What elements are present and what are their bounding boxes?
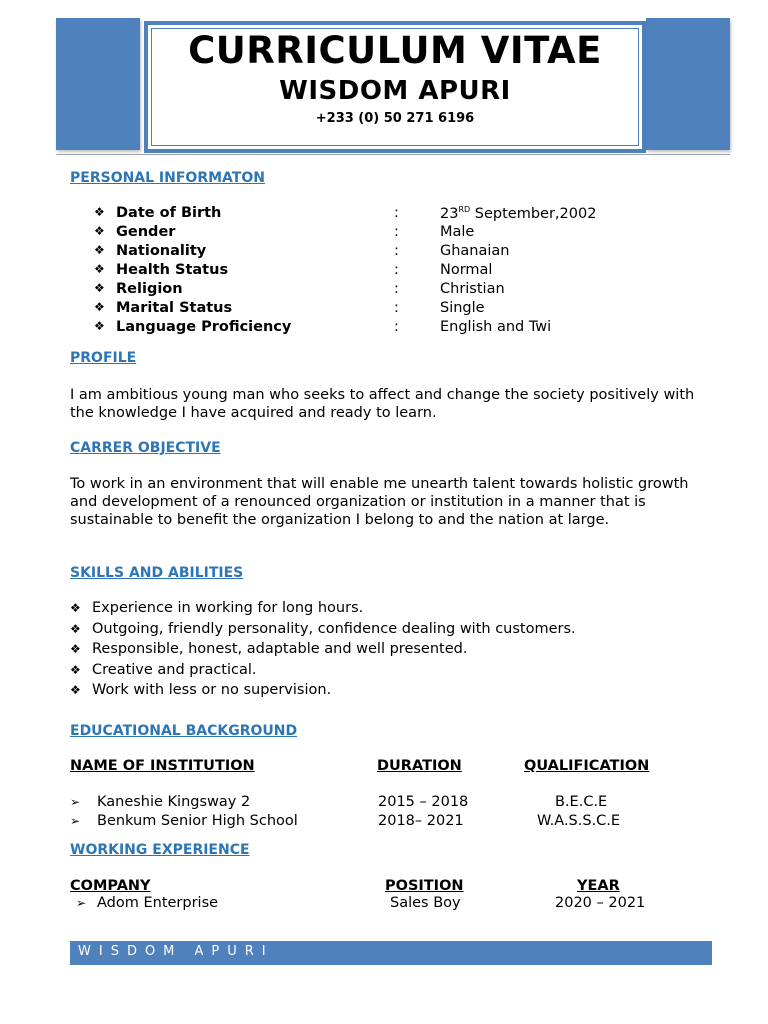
skill-item: ❖ Outgoing, friendly personality, confidence dealing with customers. (70, 621, 576, 637)
work-position: Sales Boy (390, 895, 461, 911)
candidate-name: WISDOM APURI (279, 76, 511, 106)
section-heading-skills: SKILLS AND ABILITIES (70, 565, 244, 581)
personal-label: Date of Birth (116, 205, 222, 221)
header-title-box (144, 21, 646, 153)
education-institution: Kaneshie Kingsway 2 (97, 794, 251, 810)
diamond-bullet-icon: ❖ (94, 243, 105, 257)
diamond-bullet-icon: ❖ (94, 262, 105, 276)
header-banner (56, 18, 730, 154)
diamond-bullet-icon: ❖ (94, 319, 105, 333)
arrow-bullet-icon: ➢ (70, 814, 81, 828)
work-company: Adom Enterprise (97, 895, 219, 911)
separator: : (394, 300, 399, 316)
diamond-bullet-icon: ❖ (70, 663, 81, 677)
footer-bar (70, 941, 712, 965)
education-duration: 2015 – 2018 (378, 794, 469, 810)
personal-label: Marital Status (116, 300, 233, 316)
separator: : (394, 262, 399, 278)
separator: : (394, 224, 399, 240)
header-right-block (646, 18, 730, 150)
personal-value: Christian (440, 281, 505, 297)
footer-name: WISDOM APURI (78, 944, 274, 959)
profile-text: I am ambitious young man who seeks to affect and change the society positively with the knowledge I have acquired and ready to learn. (70, 387, 695, 421)
diamond-bullet-icon: ❖ (94, 281, 105, 295)
education-institution: Benkum Senior High School (97, 813, 298, 829)
personal-label: Nationality (116, 243, 207, 259)
header-divider (56, 154, 730, 155)
arrow-bullet-icon: ➢ (76, 896, 87, 910)
column-header-company: COMPANY (70, 878, 151, 894)
column-header-position: POSITION (385, 878, 464, 894)
skill-item: ❖ Work with less or no supervision. (70, 682, 332, 698)
diamond-bullet-icon: ❖ (70, 683, 81, 697)
personal-value: English and Twi (440, 319, 552, 335)
diamond-bullet-icon: ❖ (94, 205, 105, 219)
column-header-qualification: QUALIFICATION (524, 758, 650, 774)
personal-label: Religion (116, 281, 183, 297)
separator: : (394, 281, 399, 297)
header-left-block (56, 18, 140, 150)
work-year: 2020 – 2021 (555, 895, 646, 911)
arrow-bullet-icon: ➢ (70, 795, 81, 809)
skill-item: ❖ Creative and practical. (70, 662, 257, 678)
skill-item: ❖ Experience in working for long hours. (70, 600, 364, 616)
section-heading-personal: PERSONAL INFORMATON (70, 170, 265, 186)
diamond-bullet-icon: ❖ (70, 642, 81, 656)
column-header-institution: NAME OF INSTITUTION (70, 758, 255, 774)
section-heading-profile: PROFILE (70, 350, 137, 366)
separator: : (394, 205, 399, 221)
column-header-duration: DURATION (377, 758, 462, 774)
personal-value: Ghanaian (440, 243, 510, 259)
education-qualification: B.E.C.E (555, 794, 608, 810)
personal-label: Language Proficiency (116, 319, 292, 335)
education-qualification: W.A.S.S.C.E (537, 813, 621, 829)
section-heading-education: EDUCATIONAL BACKGROUND (70, 723, 298, 739)
diamond-bullet-icon: ❖ (94, 300, 105, 314)
section-heading-work: WORKING EXPERIENCE (70, 842, 250, 858)
personal-label: Gender (116, 224, 176, 240)
skill-item: ❖ Responsible, honest, adaptable and well presented. (70, 641, 468, 657)
education-duration: 2018– 2021 (378, 813, 464, 829)
section-heading-objective: CARRER OBJECTIVE (70, 440, 221, 456)
separator: : (394, 243, 399, 259)
personal-label: Health Status (116, 262, 229, 278)
diamond-bullet-icon: ❖ (70, 601, 81, 615)
personal-value: 23RD September,2002 (440, 205, 597, 222)
personal-value: Single (440, 300, 485, 316)
diamond-bullet-icon: ❖ (70, 622, 81, 636)
column-header-year: YEAR (577, 878, 620, 894)
separator: : (394, 319, 399, 335)
objective-text: To work in an environment that will enable me unearth talent towards holistic growth and development of a renounced organization or institution in a manner that is sustainable to benefit the organization I belong to and the nation at large. (70, 476, 689, 528)
personal-value: Normal (440, 262, 493, 278)
diamond-bullet-icon: ❖ (94, 224, 105, 238)
personal-value: Male (440, 224, 475, 240)
document-title: CURRICULUM VITAE (188, 29, 602, 72)
phone-number: +233 (0) 50 271 6196 (315, 111, 475, 126)
header-inner-border (151, 28, 639, 146)
